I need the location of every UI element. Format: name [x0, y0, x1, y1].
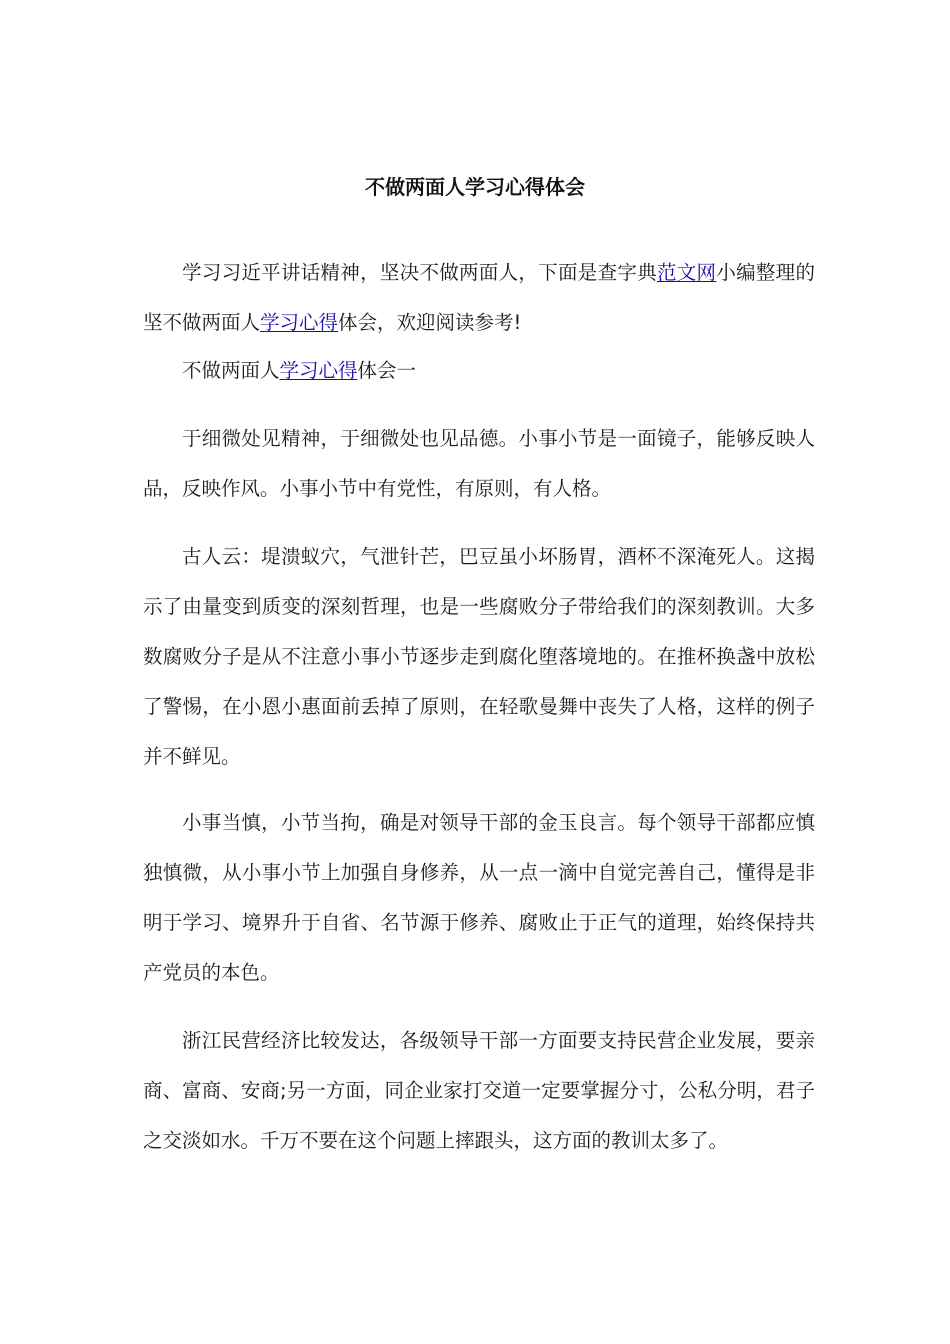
intro-text-2: 小编整理的坚不做两面人 [143, 261, 815, 334]
fanwen-link[interactable]: 范文网 [656, 261, 717, 284]
body-paragraph-2: 古人云：堤溃蚁穴，气泄针芒，巴豆虽小坏肠胃，酒杯不深淹死人。这揭示了由量变到质变的深刻哲理，也是一些腐败分子带给我们的深刻教训。大多数腐败分子是从不注意小事小节逐步走到腐化堕落境地的。在推杯换盏中放松了警惕，在小恩小惠面前丢掉了原则，在轻歌曼舞中丧失了人格，这样的例子并不鲜见。 [143, 545, 815, 768]
intro-text-3: 体会，欢迎阅读参考! [338, 311, 522, 334]
body-paragraph-1: 于细微处见精神，于细微处也见品德。小事小节是一面镜子，能够反映人品，反映作风。小事小节中有党性，有原则，有人格。 [143, 427, 815, 500]
study-notes-link[interactable]: 学习心得 [260, 311, 339, 334]
intro-paragraph [143, 248, 815, 348]
section-heading [143, 356, 815, 386]
section-heading-text-2: 体会一 [357, 359, 417, 382]
section-heading-text-1: 不做两面人 [182, 359, 280, 382]
body-paragraph-4: 浙江民营经济比较发达，各级领导干部一方面要支持民营企业发展，要亲商、富商、安商;另一方面，同企业家打交道一定要掌握分寸，公私分明，君子之交淡如水。千万不要在这个问题上摔跟头，这方面的教训太多了。 [143, 1029, 815, 1152]
intro-text-1: 学习习近平讲话精神，坚决不做两面人，下面是查字典 [182, 261, 657, 284]
body-paragraph-3: 小事当慎，小节当拘，确是对领导干部的金玉良言。每个领导干部都应慎独慎微，从小事小节上加强自身修养，从一点一滴中自觉完善自己，懂得是非明于学习、境界升于自省、名节源于修养、腐败止于正气的道理，始终保持共产党员的本色。 [143, 811, 815, 984]
document-title: 不做两面人学习心得体会 [365, 175, 585, 199]
section-study-notes-link[interactable]: 学习心得 [279, 359, 358, 382]
